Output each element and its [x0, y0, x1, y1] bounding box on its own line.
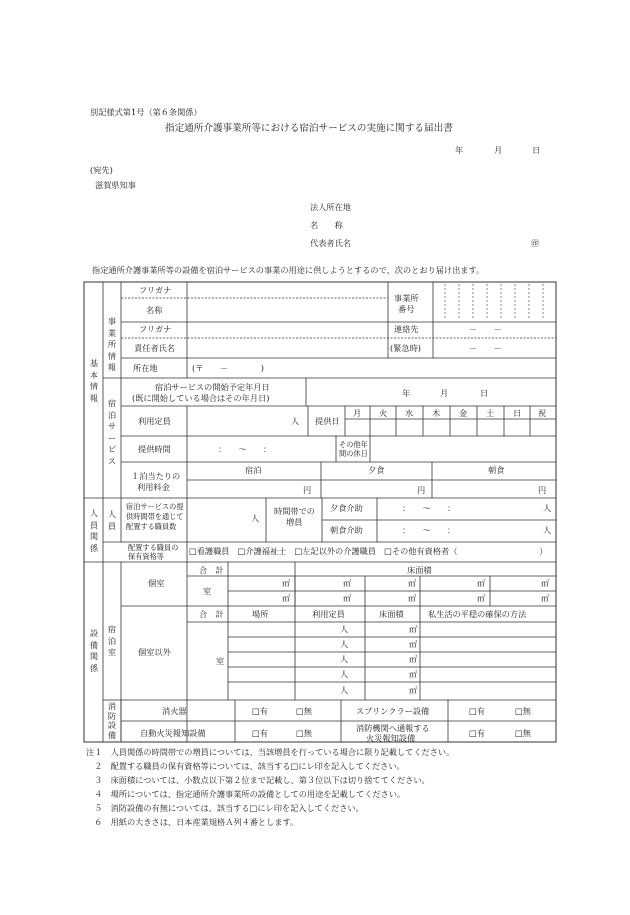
- extinguisher-yes[interactable]: □有: [252, 706, 268, 716]
- capacity-col-label: 利用定員: [312, 609, 345, 619]
- group-office-info: 事業所情報: [107, 316, 117, 372]
- weekday-wed: 水: [405, 408, 414, 418]
- weekday-thu: 木: [432, 408, 441, 418]
- sqm-13: ㎡: [409, 654, 418, 664]
- note-4: ４ 場所については、指定通所介護事業所の設備としての用途を記載してください。: [86, 789, 406, 799]
- group-fire-equipment: 消防設備: [107, 701, 117, 740]
- fee-breakfast-yen: 円: [538, 485, 547, 495]
- fee-stay-label: 宿泊: [245, 465, 262, 475]
- non-private-label: 個室以外: [138, 647, 171, 657]
- person-2: 人: [340, 639, 349, 649]
- group-lodging-room: 宿泊室: [107, 624, 117, 657]
- dinner-care-unit: 人: [543, 503, 552, 513]
- fire-alarm-label: 自動火災報知設備: [140, 728, 206, 738]
- fire-report-label: 消防機関へ通報する: [356, 723, 430, 733]
- fire-report-no[interactable]: □無: [515, 728, 531, 738]
- time-increase-label: 時間帯での: [274, 506, 315, 516]
- sqm-3: ㎡: [408, 578, 417, 588]
- weekday-mon: 月: [353, 408, 362, 418]
- start-date-note: (既に開始している場合はその年月日): [132, 393, 270, 403]
- fee-label: １泊当たりの: [131, 471, 181, 481]
- date-month: 月: [494, 145, 503, 155]
- sqm-1: ㎡: [282, 578, 291, 588]
- hours-label: 提供時間: [138, 444, 171, 454]
- sqm-12: ㎡: [409, 639, 418, 649]
- group-basic-info: 基本情報: [89, 358, 99, 403]
- group-facility: 設備関係: [89, 628, 99, 673]
- addressee: 滋賀県知事: [95, 180, 136, 190]
- person-4: 人: [340, 669, 349, 679]
- office-number-label-2: 番号: [398, 304, 415, 314]
- emergency-phone: － －: [469, 343, 502, 353]
- form-number: 別記様式第1号（第６条関係）: [90, 107, 202, 117]
- non-private-total-label: 合 計: [199, 609, 224, 619]
- fee-dinner-yen: 円: [417, 485, 426, 495]
- start-month: 月: [440, 388, 449, 398]
- sqm-8: ㎡: [408, 593, 417, 603]
- sqm-9: ㎡: [477, 593, 486, 603]
- breakfast-care-time: ： ～ ：: [402, 525, 456, 535]
- staff-count-label-3: 配置する職員数: [126, 522, 177, 531]
- sqm-5: ㎡: [541, 578, 550, 588]
- fire-report-label-2: 火災報知設備: [366, 733, 416, 743]
- hours-value: ： ～ ：: [218, 444, 272, 454]
- postal-code: (〒 － ): [192, 363, 264, 373]
- time-increase-label-2: 増員: [286, 517, 303, 527]
- breakfast-care-unit: 人: [543, 525, 552, 535]
- sqm-2: ㎡: [343, 578, 352, 588]
- extinguisher-label: 消火器: [162, 706, 187, 716]
- corp-address-label: 法人所在地: [310, 202, 351, 212]
- intro-text: 指定通所介護事業所等の設備を宿泊サービスの事業の用途に供しようとするので、次のとおり届け出ます。: [92, 265, 485, 275]
- private-total-label: 合 計: [199, 565, 224, 575]
- staff-count-unit: 人: [251, 513, 260, 523]
- fee-label-2: 利用料金: [137, 482, 170, 492]
- group-staff: 人員: [107, 509, 117, 531]
- service-days-label: 提供日: [315, 416, 340, 426]
- weekday-sat: 土: [486, 408, 495, 418]
- fee-dinner-label: 夕食: [368, 465, 385, 475]
- sqm-7: ㎡: [343, 593, 352, 603]
- qualification-options[interactable]: □看護職員 □介護福祉士 □左記以外の介護職員 □その他有資格者（ ）: [189, 546, 548, 556]
- note-2: ２ 配置する職員の保有資格等については、該当する□にレ印を記入してください。: [86, 761, 405, 771]
- office-number-label: 事業所: [394, 293, 419, 303]
- group-stay-service: 宿泊サービス: [107, 398, 117, 466]
- sqm-11: ㎡: [409, 624, 418, 634]
- sqm-14: ㎡: [409, 669, 418, 679]
- fire-report-yes[interactable]: □有: [469, 728, 485, 738]
- qualification-label-2: 保有資格等: [128, 552, 164, 561]
- note-1: 注１ 人員関係の時間帯での増員については、当該増員を行っている場合に限り記載してください。: [86, 747, 455, 757]
- floor-area-label: 床面積: [407, 565, 432, 575]
- sqm-10: ㎡: [541, 593, 550, 603]
- other-holidays-label-2: 間の休日: [339, 449, 368, 458]
- breakfast-care-label: 朝食介助: [330, 525, 363, 535]
- private-room-label: 個室: [148, 578, 165, 588]
- capacity-unit: 人: [291, 416, 300, 426]
- start-year: 年: [402, 388, 411, 398]
- person-3: 人: [340, 654, 349, 664]
- start-date-label: 宿泊サービスの開始予定年月日: [155, 382, 270, 392]
- contact-phone: － －: [469, 324, 502, 334]
- weekday-sun: 日: [513, 408, 522, 418]
- office-furigana-label: フリガナ: [139, 285, 172, 295]
- dinner-care-time: ： ～ ：: [402, 503, 456, 513]
- note-6: ６ 用紙の大きさは、日本産業規格Ａ列４番とします。: [86, 817, 299, 827]
- note-3: ３ 床面積については、小数点以下第２位まで記載し、第３位以下は切り捨ててください。: [86, 775, 430, 785]
- sqm-4: ㎡: [477, 578, 486, 588]
- sqm-15: ㎡: [409, 685, 418, 695]
- contact-label: 連絡先: [394, 324, 419, 334]
- addressee-label: (宛先): [90, 165, 113, 175]
- manager-furigana-label: フリガナ: [139, 324, 172, 334]
- note-5: ５ 消防設備の有無については、該当する□にレ印を記入してください。: [86, 803, 364, 813]
- floor-area-col-label: 床面積: [379, 609, 404, 619]
- office-name-label: 名称: [146, 305, 163, 315]
- group-staff-relation: 人員関係: [89, 508, 99, 553]
- non-private-room-unit: 室: [216, 656, 225, 666]
- corp-name-label: 名 称: [310, 220, 343, 230]
- representative-label: 代表者氏名: [310, 238, 351, 248]
- person-1: 人: [340, 624, 349, 634]
- fee-stay-yen: 円: [303, 485, 312, 495]
- page-title: 指定通所介護事業所等における宿泊サービスの実施に関する届出書: [165, 123, 453, 134]
- person-5: 人: [340, 685, 349, 695]
- qualification-label: 配置する職員の: [128, 543, 179, 552]
- weekday-fri: 金: [459, 408, 468, 418]
- sprinkler-yes[interactable]: □有: [469, 706, 485, 716]
- private-room-unit: 室: [203, 586, 212, 596]
- other-holidays-label: その他年: [339, 440, 368, 449]
- weekday-tue: 火: [379, 408, 388, 418]
- sqm-6: ㎡: [282, 593, 291, 603]
- fire-alarm-no[interactable]: □無: [296, 728, 312, 738]
- seal-icon: ㊞: [531, 238, 540, 248]
- manager-name-label: 責任者氏名: [134, 343, 175, 353]
- emergency-label: (緊急時): [390, 343, 421, 353]
- privacy-col-label: 私生活の平穏の確保の方法: [428, 609, 527, 619]
- sprinkler-label: スプリンクラー設備: [356, 706, 430, 716]
- extinguisher-no[interactable]: □無: [296, 706, 312, 716]
- start-day: 日: [480, 388, 489, 398]
- staff-count-label-2: 供時間帯を通じて: [126, 512, 184, 521]
- fire-alarm-yes[interactable]: □有: [252, 728, 268, 738]
- capacity-label: 利用定員: [138, 416, 171, 426]
- location-label: 所在地: [133, 363, 158, 373]
- fee-breakfast-label: 朝食: [488, 465, 505, 475]
- place-label: 場所: [252, 609, 269, 619]
- date-year: 年: [455, 145, 464, 155]
- sprinkler-no[interactable]: □無: [515, 706, 531, 716]
- date-day: 日: [532, 145, 541, 155]
- weekday-holiday: 祝: [538, 408, 547, 418]
- staff-count-label: 宿泊サービスの提: [126, 502, 184, 511]
- dinner-care-label: 夕食介助: [330, 503, 363, 513]
